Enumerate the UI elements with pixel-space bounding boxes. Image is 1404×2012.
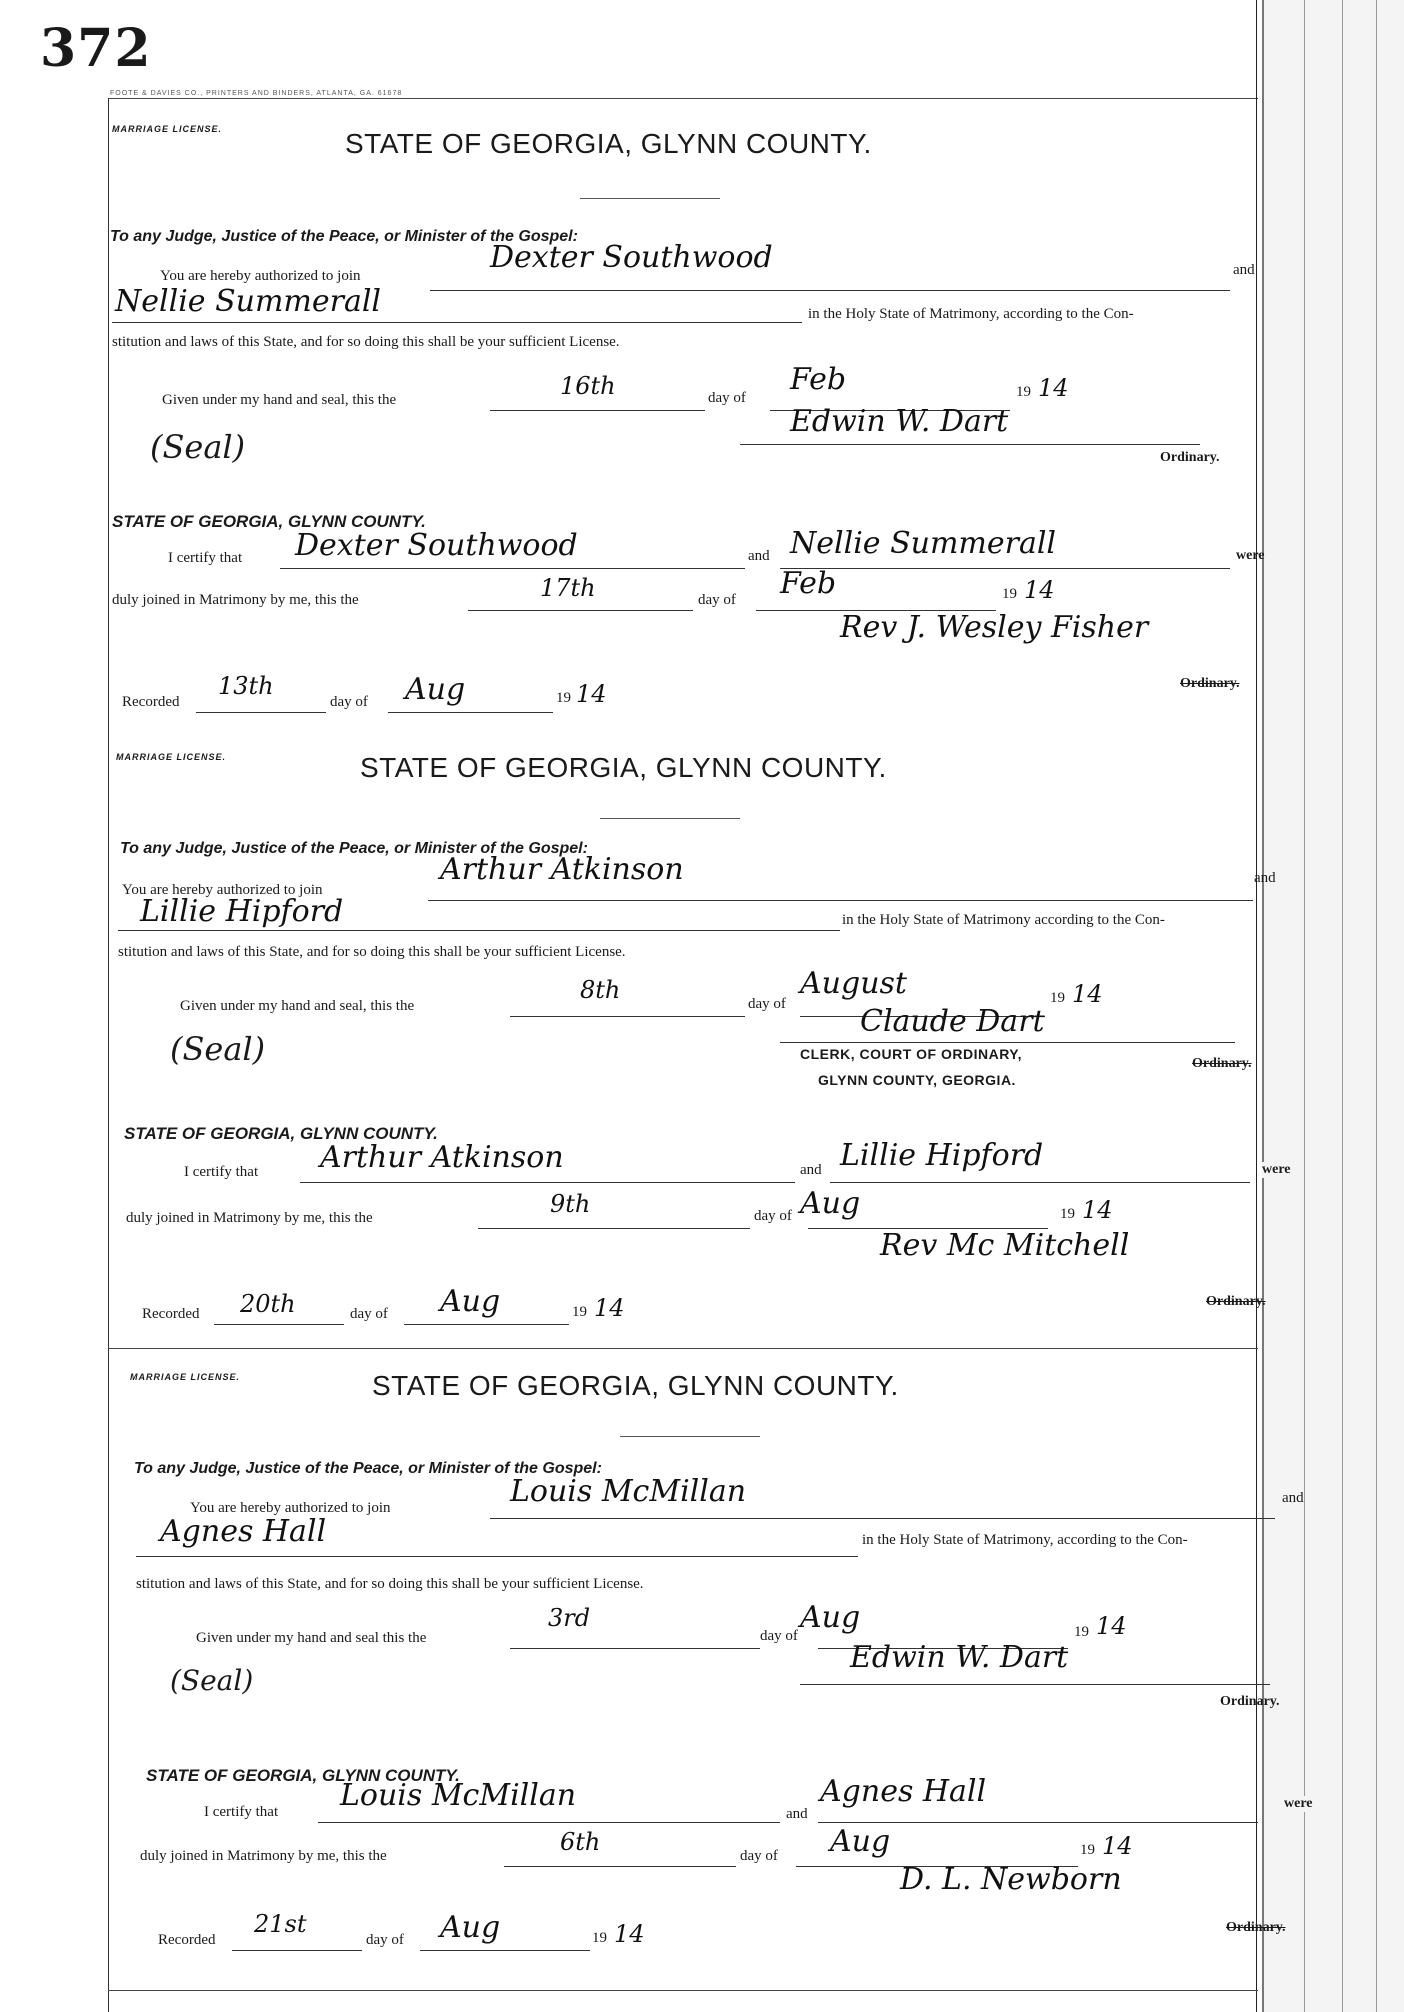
and-text: and [1254,870,1276,886]
cert-and-text: and [786,1806,808,1822]
given-text: Given under my hand and seal, this the [162,392,397,408]
license-year: 14 [1096,1612,1127,1640]
license-year: 14 [1038,374,1069,402]
holy-state-text: in the Holy State of Matrimony according to the Con- [842,912,1165,928]
and-text: and [1282,1490,1304,1506]
ordinary-signature: Claude Dart [860,1004,1045,1039]
officiant-signature: D. L. Newborn [900,1862,1122,1897]
ordinary-label-struck: Ordinary. [1192,1056,1252,1071]
cert-groom: Dexter Southwood [295,528,578,563]
license-day: 16th [560,372,616,400]
ordinary-signature: Edwin W. Dart [850,1640,1069,1675]
groom-name: Louis McMillan [510,1474,747,1509]
day-of-text: day of [760,1628,798,1644]
recorded-year-prefix: 19 [572,1304,587,1320]
authorized-text: You are hereby authorized to join [190,1500,391,1516]
cert-bride: Agnes Hall [820,1774,987,1809]
recorded-month: Aug [440,1910,501,1945]
recorded-year-prefix: 19 [556,690,571,706]
seal-mark: (Seal) [150,428,246,466]
ordinary-label: Ordinary. [1220,1694,1280,1709]
authorized-text: You are hereby authorized to join [122,882,323,898]
given-text: Given under my hand and seal this the [196,1630,427,1646]
cert-groom: Arthur Atkinson [320,1140,564,1175]
certify-text: I certify that [204,1804,279,1820]
cert-bride: Lillie Hipford [840,1138,1044,1173]
duly-text: duly joined in Matrimony by me, this the [112,592,359,608]
addressee-line: To any Judge, Justice of the Peace, or Minister of the Gospel: [120,840,588,857]
ordinary-label: Ordinary. [1160,450,1220,465]
day-of-text: day of [708,390,746,406]
year-prefix: 19 [1050,990,1065,1006]
recorded-day: 21st [254,1910,307,1938]
bride-name: Lillie Hipford [140,894,344,929]
recorded-month: Aug [405,672,466,707]
right-margin-line [1256,0,1257,2012]
clerk-stamp-line-1: CLERK, COURT OF ORDINARY, [800,1046,1022,1062]
certify-text: I certify that [184,1164,259,1180]
constitution-text: stitution and laws of this State, and for so doing this shall be your sufficient License. [112,334,620,350]
cert-year: 14 [1082,1196,1113,1224]
recorded-day-of: day of [350,1306,388,1322]
cert-day-of: day of [698,592,736,608]
given-text: Given under my hand and seal, this the [180,998,415,1014]
cert-day-of: day of [754,1208,792,1224]
license-title: STATE OF GEORGIA, GLYNN COUNTY. [372,1370,899,1401]
recorded-year: 14 [576,680,607,708]
day-of-text: day of [748,996,786,1012]
year-prefix: 19 [1016,384,1031,400]
recorded-text: Recorded [158,1932,216,1948]
license-month: Aug [800,1600,861,1635]
cert-day-of: day of [740,1848,778,1864]
holy-state-text: in the Holy State of Matrimony, according to the Con- [808,306,1134,322]
cert-month: Aug [830,1824,891,1859]
license-day: 3rd [548,1604,591,1632]
cert-year: 14 [1102,1832,1133,1860]
cert-year-prefix: 19 [1080,1842,1095,1858]
bride-name: Nellie Summerall [115,284,382,319]
entry-separator [108,1348,1258,1349]
cert-year-prefix: 19 [1060,1206,1075,1222]
cert-day: 6th [560,1828,601,1856]
cert-month: Aug [800,1186,861,1221]
divider [580,198,720,199]
cert-year-prefix: 19 [1002,586,1017,602]
license-header: MARRIAGE LICENSE. [116,752,227,762]
cert-groom: Louis McMillan [340,1778,577,1813]
recorded-year: 14 [614,1920,645,1948]
recorded-day-of: day of [366,1932,404,1948]
clerk-stamp-line-2: GLYNN COUNTY, GEORGIA. [818,1072,1016,1088]
addressee-line: To any Judge, Justice of the Peace, or Minister of the Gospel: [134,1460,602,1477]
officiant-signature: Rev J. Wesley Fisher [840,610,1149,645]
addressee-line: To any Judge, Justice of the Peace, or Minister of the Gospel: [110,228,578,245]
book-spine [1262,0,1404,2012]
cert-and-text: and [800,1162,822,1178]
printer-imprint: FOOTE & DAVIES CO., PRINTERS AND BINDERS, ATLANTA, GA. 61678 [110,90,403,97]
license-title: STATE OF GEORGIA, GLYNN COUNTY. [360,752,887,783]
divider [620,1436,760,1437]
cert-year: 14 [1024,576,1055,604]
cert-bride: Nellie Summerall [790,526,1057,561]
license-month: August [800,966,907,1001]
constitution-text: stitution and laws of this State, and for so doing this shall be your sufficient License. [136,1576,644,1592]
duly-text: duly joined in Matrimony by me, this the [126,1210,373,1226]
officiant-signature: Rev Mc Mitchell [880,1228,1130,1263]
cert-ordinary-struck: Ordinary. [1226,1920,1286,1935]
bottom-border [108,1990,1258,1991]
cert-ordinary-struck: Ordinary. [1206,1294,1266,1309]
recorded-month: Aug [440,1284,501,1319]
divider [600,818,740,819]
recorded-year: 14 [594,1294,625,1322]
groom-name: Dexter Southwood [490,240,773,275]
top-border [108,98,1258,99]
recorded-day-of: day of [330,694,368,710]
cert-and-text: and [748,548,770,564]
certificate-title: STATE OF GEORGIA, GLYNN COUNTY. [124,1124,438,1143]
cert-month: Feb [780,566,837,601]
authorized-text: You are hereby authorized to join [160,268,361,284]
bride-name: Agnes Hall [160,1514,327,1549]
license-header: MARRIAGE LICENSE. [130,1372,241,1382]
holy-state-text: in the Holy State of Matrimony, according to the Con- [862,1532,1188,1548]
were-text: were [1284,1796,1313,1811]
certificate-title: STATE OF GEORGIA, GLYNN COUNTY. [146,1766,460,1785]
cert-ordinary-struck: Ordinary. [1180,676,1240,691]
were-text: were [1262,1162,1291,1177]
license-year: 14 [1072,980,1103,1008]
license-title: STATE OF GEORGIA, GLYNN COUNTY. [345,128,872,159]
left-margin-line [108,98,109,2012]
recorded-year-prefix: 19 [592,1930,607,1946]
duly-text: duly joined in Matrimony by me, this the [140,1848,387,1864]
recorded-day: 20th [240,1290,296,1318]
groom-name: Arthur Atkinson [440,852,684,887]
license-day: 8th [580,976,621,1004]
were-text: were [1236,548,1265,563]
cert-day: 17th [540,574,596,602]
seal-mark: (Seal) [170,1664,254,1697]
recorded-text: Recorded [122,694,180,710]
cert-day: 9th [550,1190,591,1218]
constitution-text: stitution and laws of this State, and for so doing this shall be your sufficient License. [118,944,626,960]
certify-text: I certify that [168,550,243,566]
certificate-title: STATE OF GEORGIA, GLYNN COUNTY. [112,512,426,531]
recorded-text: Recorded [142,1306,200,1322]
ordinary-signature: Edwin W. Dart [790,404,1009,439]
year-prefix: 19 [1074,1624,1089,1640]
license-header: MARRIAGE LICENSE. [112,124,223,134]
and-text: and [1233,262,1255,278]
license-month: Feb [790,362,847,397]
seal-mark: (Seal) [170,1030,266,1068]
recorded-day: 13th [218,672,274,700]
page-number: 372 [40,18,152,79]
